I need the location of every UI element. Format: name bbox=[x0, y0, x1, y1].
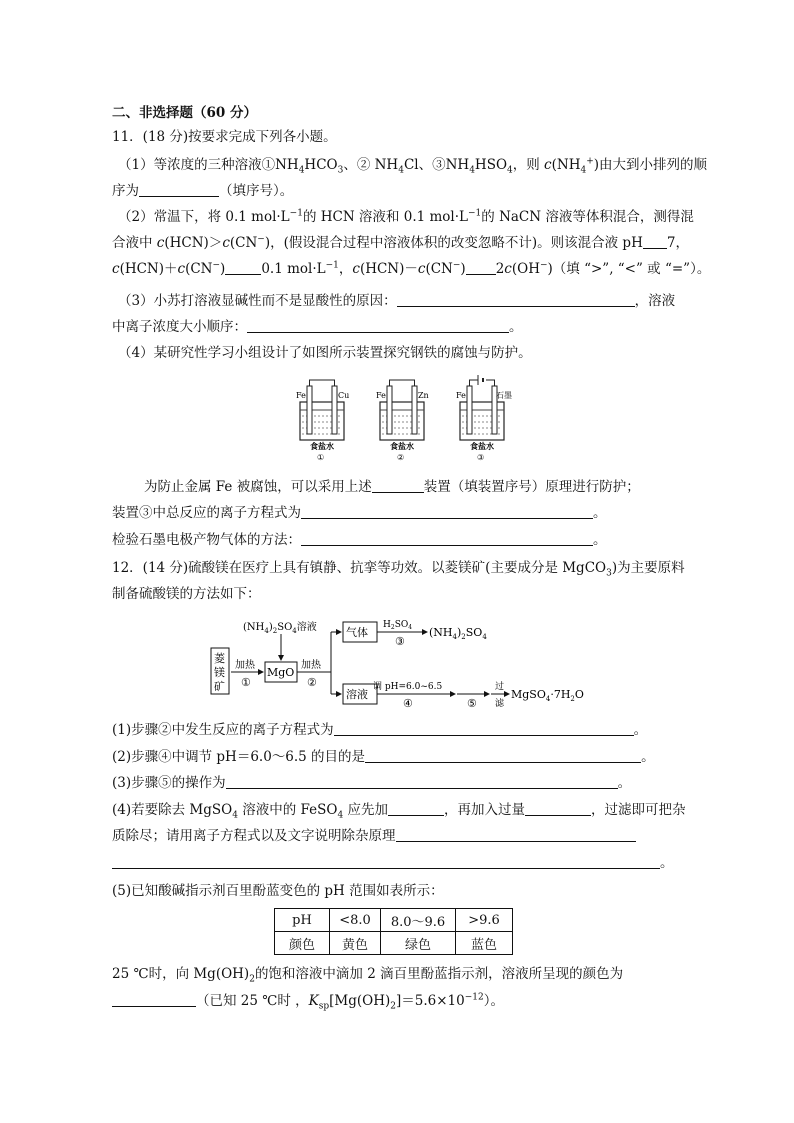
table-cell: <8.0 bbox=[330, 909, 381, 932]
answer-blank[interactable] bbox=[525, 801, 591, 816]
q11-part1-line2: 序为 （填序号）。 bbox=[112, 183, 294, 199]
condition-label: 加热 bbox=[235, 660, 255, 671]
q11-part2-line3: c(HCN)＋c(CN−) 0.1 $mol\cdot L^{-1}$，c(HCN)－c(CN−) 2c(OH−)（填 “>”, “<” 或 “=”）。 bbox=[112, 260, 711, 277]
q11-part1-line1: （1）等浓度的三种溶液$①NH_4HCO_3$、② $NH_4Cl$、$③NH_4HSO_4$，则 $c(NH_4^+)$由大到小排列的顺 bbox=[118, 156, 708, 176]
q12-sub4-line1: (4)若要除去 MgSO$_4$ 溶液中的 FeSO$_4$ 应先加 ，再加入过量 ，过滤即可把杂 bbox=[112, 802, 686, 821]
table-cell: pH bbox=[275, 909, 330, 932]
table-cell: 黄色 bbox=[330, 932, 381, 955]
answer-blank[interactable] bbox=[643, 234, 667, 249]
table-row bbox=[275, 932, 513, 955]
q12-sub1: (1)步骤②中发生反应的离子方程式为 。 bbox=[112, 722, 648, 738]
electrode-label: Zn bbox=[418, 391, 429, 400]
reagent-label: $(NH_4)_2SO_4$溶液 bbox=[243, 622, 317, 635]
q11-part2-line1: （2）常温下，将 0.1 $mol\cdot L^{-1}$的 HCN 溶液和 0.1 $mol\cdot L^{-1}$的 NaCN 溶液等体积混合，测得混 bbox=[118, 208, 694, 225]
condition-label: 调 pH=6.0~6.5 bbox=[373, 682, 443, 692]
ore-label: 菱 bbox=[214, 652, 225, 665]
q11-part4-line2: 为防止金属 Fe 被腐蚀，可以采用上述 装置（填装置序号）原理进行防护； bbox=[144, 479, 640, 495]
ore-label: 镁 bbox=[214, 666, 225, 679]
condition-label: 滤 bbox=[495, 699, 505, 709]
answer-blank[interactable] bbox=[139, 182, 219, 197]
apparatus-1 bbox=[296, 380, 349, 462]
answer-blank[interactable] bbox=[112, 992, 196, 1007]
step-number: ③ bbox=[395, 635, 405, 648]
mgo-label: MgO bbox=[267, 666, 295, 679]
electrode-label: Fe bbox=[376, 391, 386, 400]
corrosion-apparatus-figure bbox=[290, 378, 510, 462]
section-title: 二、非选择题（60 分） bbox=[112, 105, 257, 121]
step-number: ① bbox=[241, 676, 251, 689]
table-cell: 8.0～9.6 bbox=[381, 909, 456, 932]
answer-blank[interactable] bbox=[301, 531, 593, 546]
step-number: ② bbox=[307, 676, 317, 689]
answer-blank[interactable] bbox=[466, 260, 496, 275]
product-label: $(NH_4)_2SO_4$ bbox=[429, 626, 487, 641]
q12-sub2: (2)步骤④中调节 pH＝6.0～6.5 的目的是 。 bbox=[112, 749, 655, 765]
ore-label: 矿 bbox=[214, 680, 225, 693]
q12-sub5-line3: （已知 25 ℃时 ，$K_{sp}[Mg(OH)_2]=5.6\times 10^{-12}$）。 bbox=[112, 991, 504, 1011]
q12-line2: 制备硫酸镁的方法如下： bbox=[112, 586, 261, 602]
table-cell: 绿色 bbox=[381, 932, 456, 955]
apparatus-number: ② bbox=[397, 453, 405, 462]
answer-blank[interactable] bbox=[388, 801, 444, 816]
step-number: ⑤ bbox=[467, 697, 477, 710]
answer-blank[interactable] bbox=[397, 292, 635, 307]
q11-part3-line2: 中离子浓度大小顺序： 。 bbox=[112, 319, 523, 335]
apparatus-2 bbox=[376, 380, 429, 462]
electrode-label: Fe bbox=[456, 391, 466, 400]
answer-blank[interactable] bbox=[372, 478, 424, 493]
condition-label: 过 bbox=[495, 682, 505, 692]
answer-blank[interactable] bbox=[365, 748, 641, 763]
answer-blank[interactable] bbox=[247, 318, 509, 333]
q12-sub3: (3)步骤⑤的操作为 。 bbox=[112, 775, 632, 791]
q11-header: 11．(18 分)按要求完成下列各小题。 bbox=[112, 129, 337, 145]
reagent-label: $H_2SO_4$ bbox=[383, 620, 413, 631]
q12-sub5-line2: 25 ℃时，向 $Mg(OH)_2$的饱和溶液中滴加 2 滴百里酚蓝指示剂，溶液所呈现的颜色为 bbox=[112, 966, 624, 985]
apparatus-number: ① bbox=[317, 453, 325, 462]
electrode-label: 石墨 bbox=[496, 391, 512, 400]
q12-sub5-line1: (5)已知酸碱指示剂百里酚蓝变色的 pH 范围如表所示： bbox=[112, 883, 444, 899]
solution-label: 食盐水 bbox=[470, 441, 494, 451]
q11-part4-line4: 检验石墨电极产物气体的方法： 。 bbox=[112, 532, 607, 548]
electrode-label: Fe bbox=[296, 391, 306, 400]
q11-part3-line1: （3）小苏打溶液显碱性而不是显酸性的原因： ，溶液 bbox=[118, 293, 676, 309]
answer-blank[interactable] bbox=[301, 504, 593, 519]
answer-blank[interactable] bbox=[112, 854, 660, 869]
solution-label: 溶液 bbox=[346, 688, 368, 701]
table-cell: 蓝色 bbox=[456, 932, 513, 955]
gas-label: 气体 bbox=[346, 626, 368, 639]
process-flow-diagram bbox=[205, 614, 605, 714]
q12-line1: 12．(14 分)硫酸镁在医疗上具有镇静、抗挛等功效。以菱镁矿(主要成分是 MgCO$_3$)为主要原料 bbox=[112, 560, 685, 579]
q12-sub4-line3: 。 bbox=[112, 853, 674, 873]
table-cell: 颜色 bbox=[275, 932, 330, 955]
answer-blank[interactable] bbox=[226, 774, 618, 789]
apparatus-3 bbox=[456, 375, 512, 462]
condition-label: 加热 bbox=[301, 660, 321, 671]
q12-sub4-line2: 质除尽；请用离子方程式以及文字说明除杂原理 bbox=[112, 826, 636, 846]
q11-part2-line2: 合液中 c(HCN)＞c(CN−)，(假设混合过程中溶液体积的改变忽略不计)。则该混合液 pH 7， bbox=[112, 234, 689, 251]
answer-blank[interactable] bbox=[334, 721, 634, 736]
electrode-label: Cu bbox=[338, 391, 350, 400]
answer-blank[interactable] bbox=[396, 827, 636, 842]
answer-blank[interactable] bbox=[225, 260, 261, 275]
indicator-color-table bbox=[274, 908, 513, 955]
table-row bbox=[275, 909, 513, 932]
final-product-label: $MgSO_4\cdot 7H_2O$ bbox=[511, 688, 584, 703]
solution-label: 食盐水 bbox=[310, 441, 334, 451]
q11-part4-line1: （4）某研究性学习小组设计了如图所示装置探究钢铁的腐蚀与防护。 bbox=[118, 345, 532, 361]
step-number: ④ bbox=[403, 697, 413, 710]
apparatus-number: ③ bbox=[477, 453, 485, 462]
table-cell: >9.6 bbox=[456, 909, 513, 932]
solution-label: 食盐水 bbox=[390, 441, 414, 451]
q11-part4-line3: 装置③中总反应的离子方程式为 。 bbox=[112, 505, 607, 521]
